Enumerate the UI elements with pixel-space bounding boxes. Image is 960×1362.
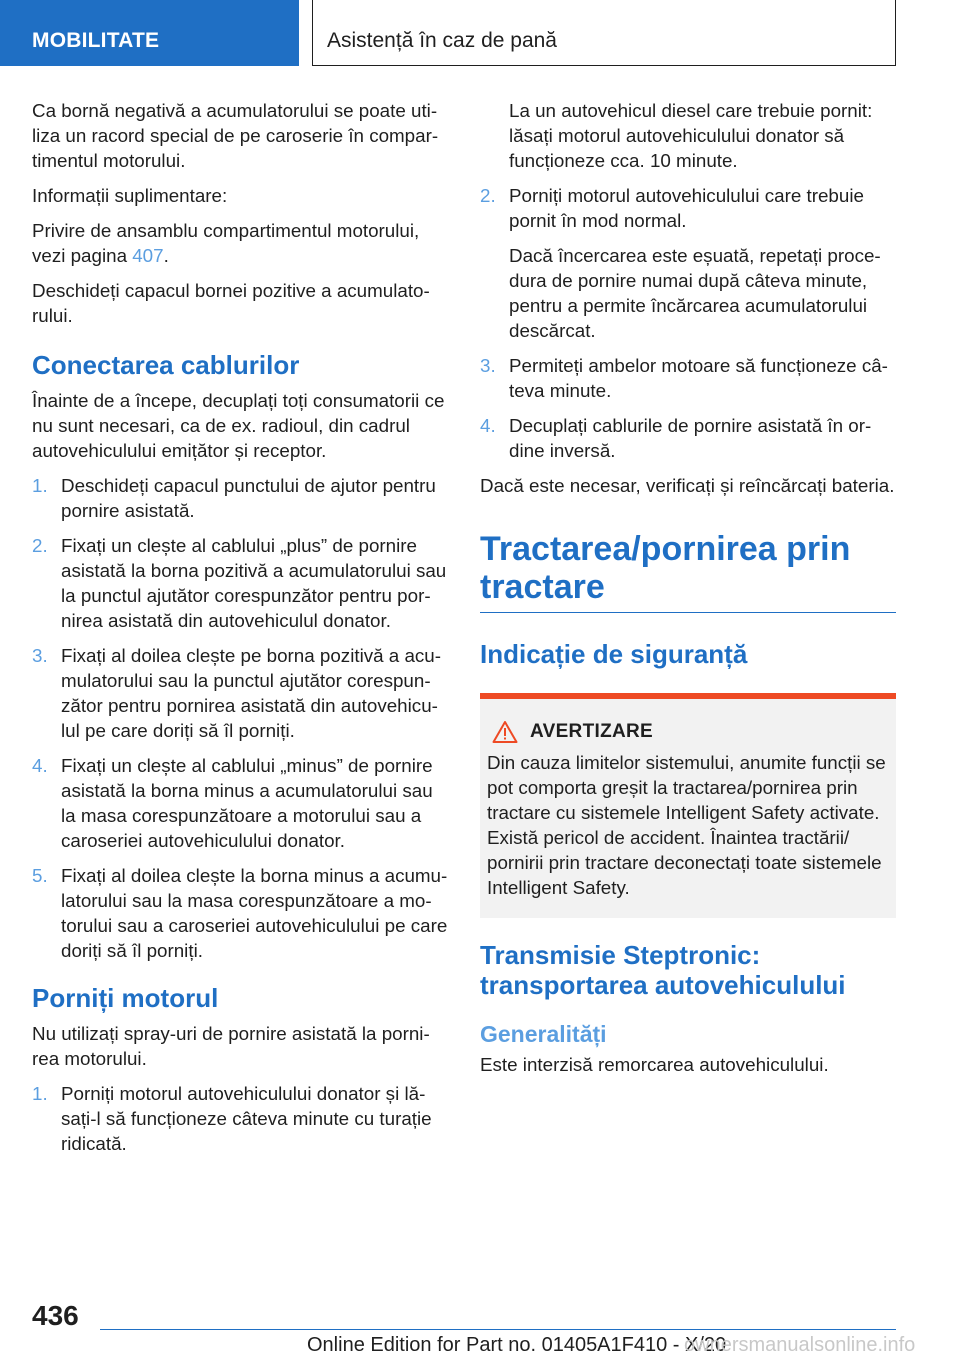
step-number: 5.: [32, 865, 48, 886]
step-text: Decuplați cablurile de pornire asistată în or-dine inversă.: [509, 415, 872, 461]
heading-steptronic: Transmisie Steptronic: transportarea autovehiculului: [480, 940, 846, 1000]
right-column: [480, 98, 896, 1087]
start-steps-list: [32, 1081, 448, 1156]
list-item: [32, 1081, 448, 1156]
heading-safety-note: Indicație de siguranță: [480, 639, 748, 669]
list-item: [32, 643, 448, 743]
step-number: 3.: [32, 645, 48, 666]
step-text: Fixați al doilea clește pe borna pozitivă a acu-mulatorului sau la punctul ajutător corespun-zător pentru pornirea asistată din autovehicu-lul pe care doriți să îl porniți.: [61, 645, 442, 741]
step-number: 3.: [480, 355, 496, 376]
heading-start-engine: Porniți motorul: [32, 983, 219, 1013]
start-steps-list-continued: [480, 183, 896, 463]
warning-box: [480, 693, 896, 918]
paragraph: [32, 218, 448, 268]
page-number: 436: [32, 1300, 79, 1331]
step-text: Fixați un clește al cablului „minus” de pornire asistată la borna minus a acumulatorului sau la masa corespunzătoare a motorului sau a caroseriei autovehiculului donator.: [61, 755, 433, 851]
step-text: Fixați al doilea clește la borna minus a acumu-latorului sau la masa corespunzătoare a mo-torului sau a caroseriei autovehiculului pe care doriți să îl porniți.: [61, 865, 448, 961]
warning-triangle-icon: [492, 720, 518, 744]
edition-info: Online Edition for Part no. 01405A1F410 - X/20: [307, 1334, 727, 1356]
page-link[interactable]: 407: [132, 245, 164, 266]
step-text: Porniți motorul autovehiculului donator și lă-sați-l să funcționeze câteva minute cu turație ridicată.: [61, 1083, 432, 1154]
paragraph: Informații suplimentare:: [32, 185, 228, 206]
step-text: Permiteți ambelor motoare să funcționeze câ-teva minute.: [509, 355, 888, 401]
step-text: Porniți motorul autovehiculului care trebuie pornit în mod normal.: [509, 185, 864, 231]
list-item: [32, 533, 448, 633]
step-number: 4.: [480, 415, 496, 436]
list-item: [32, 753, 448, 853]
paragraph: Dacă este necesar, verificați și reîncărcați bateria.: [480, 475, 895, 496]
connect-steps-list: [32, 473, 448, 963]
list-item: [480, 413, 896, 463]
step-number: 4.: [32, 755, 48, 776]
chapter-tab[interactable]: Asistență în caz de pană: [312, 0, 896, 66]
heading-towing: Tractarea/pornirea prin tractare: [480, 530, 896, 613]
step-number: 2.: [32, 535, 48, 556]
paragraph: Înainte de a începe, decuplați toți consumatorii ce nu sunt necesari, ca de ex. radioul, din cadrul autovehiculului emițător și receptor.: [32, 390, 445, 461]
footer-divider: [100, 1329, 896, 1330]
paragraph: Ca bornă negativă a acumulatorului se poate uti-liza un racord special de pe caroserie în compar-timentul motorului.: [32, 100, 439, 171]
text: Privire de ansamblu compartimentul motorului, vezi pagina: [32, 220, 420, 266]
step-text: Fixați un clește al cablului „plus” de pornire asistată la borna pozitivă a acumulatorului sau la punctul ajutător corespunzător pentru por-nirea asistată din autovehiculul donator.: [61, 535, 447, 631]
step-number: 2.: [480, 185, 496, 206]
heading-general: Generalități: [480, 1021, 607, 1047]
step-text: Deschideți capacul punctului de ajutor pentru pornire asistată.: [61, 475, 436, 521]
list-item: [480, 353, 896, 403]
step-number: 1.: [32, 475, 48, 496]
list-item: [32, 473, 448, 523]
warning-text: Din cauza limitelor sistemului, anumite funcții se pot comporta greșit la tractarea/pornirea prin tractare cu sistemele Intelligent Safety activate. Există pericol de accident. Înaintea tractării/ pornirii prin tractare deconectați toate sistemele Intelligent Safety.: [487, 752, 886, 898]
section-tab[interactable]: MOBILITATE: [0, 0, 299, 66]
heading-connect-cables: Conectarea cablurilor: [32, 350, 300, 380]
page-header: [0, 0, 960, 66]
list-item: [32, 863, 448, 963]
warning-title: AVERTIZARE: [530, 721, 653, 742]
paragraph: Deschideți capacul bornei pozitive a acumulato-rului.: [32, 280, 430, 326]
step-note: Dacă încercarea este eșuată, repetați proce-dura de pornire numai după câteva minute, pentru a permite încărcarea acumulatorului descărcat.: [509, 245, 881, 341]
text: .: [163, 245, 169, 266]
list-item: [480, 183, 896, 343]
paragraph: Este interzisă remorcarea autovehiculului.: [480, 1054, 829, 1075]
paragraph: Nu utilizați spray-uri de pornire asistată la porni-rea motorului.: [32, 1023, 430, 1069]
watermark: ownersmanualsonline.info: [684, 1334, 916, 1356]
step-number: 1.: [32, 1083, 48, 1104]
step-continuation: La un autovehicul diesel care trebuie pornit: lăsați motorul autovehiculului donator să funcționeze cca. 10 minute.: [509, 100, 873, 171]
warning-header: [487, 719, 888, 744]
left-column: [32, 98, 448, 1166]
